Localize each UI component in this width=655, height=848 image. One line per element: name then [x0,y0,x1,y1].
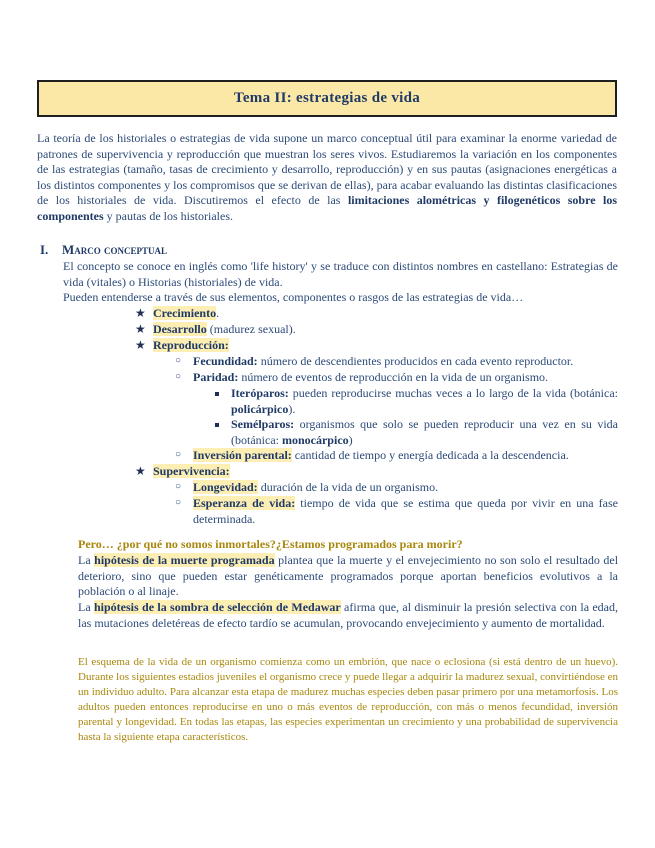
item-desarrollo [153,322,296,338]
intro-text-end: y pautas de los historiales. [103,208,233,223]
label-reproduccion: Reproducción: [153,338,229,352]
label-longevidad: Longevidad: [193,480,258,494]
circle-bullet-icon: ○ [175,497,182,508]
intro-text: La teoría de los historiales o estrategias de vida supone un marco conceptual útil para examinar la enorme variedad de patrones de supervivencia y reproducción que muestran los seres vivos. Estudiaremos la variación en los componentes de las estrategias (tamaño, tasas de crecimiento y desarrollo, reproducción) y en sus pautas (asignaciones energéticas a los distintos componentes y los compromisos que se derivan de ellas), para acabar evaluando las distintas clasificaciones de los historiales de vida. Discutiremos el efecto de las [37,131,617,208]
item-crecimiento [153,306,219,322]
item-semelparos [231,417,618,448]
label-policarpico: policárpico [231,401,289,416]
title-box [37,80,617,117]
page-title: Tema II: estrategias de vida [233,90,421,106]
elements-paragraph: Pueden entenderse a través de sus elementos, componentes o rasgos de las estrategias de vida… [63,290,524,304]
circle-bullet-icon: ○ [175,481,182,492]
p1-text: plantea que la muerte y el envejecimiento no son solo el resultado del deterioro, sino que pueden estar genéticamente programados porque aportan beneficios evolutivos a la población o al linaje. [78,553,619,599]
square-bullet-icon [215,423,219,427]
iteroparos-close: ). [288,401,296,416]
label-inversion: Inversión parental: [193,448,292,462]
p1-start: La [78,553,95,567]
desarrollo-text: (madurez sexual). [206,322,296,336]
item-fecundidad [193,354,618,370]
label-desarrollo: Desarrollo [153,322,207,336]
question-title: Pero… ¿por qué no somos inmortales?¿Estamos programados para morir? [78,537,463,551]
p2-bold: hipótesis de la sombra de selección de Medawar [94,600,341,614]
label-semelparos: Semélparos: [231,417,295,431]
label-paridad: Paridad: [193,370,239,384]
star-bullet-icon: ★ [135,464,146,478]
circle-bullet-icon: ○ [175,449,182,460]
item-esperanza [193,496,618,527]
star-bullet-icon: ★ [135,338,146,352]
iteroparos-text: pueden reproducirse muchas veces a lo largo de la vida (botánica: [288,386,618,400]
label-monocarpico: monocárpico [281,432,349,447]
p2-start: La [78,600,94,614]
inversion-text: cantidad de tiempo y energía dedicada a la descendencia. [291,448,569,462]
semelparos-text: organismos que solo se pueden reproducir una vez en su vida (botánica: [231,417,618,447]
label-esperanza: Esperanza de vida: [193,496,296,510]
section-heading [40,242,167,258]
hypothesis-programmed-death [78,553,618,600]
semelparos-close: ) [348,432,353,447]
fecundidad-text: número de descendientes producidos en cada evento reproductor. [257,354,574,368]
label-iteroparos: Iteróparos: [231,386,289,400]
item-iteroparos [231,386,618,417]
circle-bullet-icon: ○ [175,371,182,382]
p2-text: afirma que, al disminuir la presión selectiva con la edad, las mutaciones deletéreas de efecto tardío se acumulan, provocando envejecimiento y aumento de mortalidad. [78,600,619,630]
section-number: I. [40,242,49,257]
item-supervivencia [153,464,230,480]
p1-bold: hipótesis de la muerte programada [94,553,275,567]
longevidad-text: duración de la vida de un organismo. [257,480,439,494]
star-bullet-icon: ★ [135,322,146,336]
concept-paragraph: El concepto se conoce en inglés como 'life history' y se traduce con distintos nombres en castellano: Estrategias de vida (vitales) o Historias (historiales) de vida. [63,259,618,289]
intro-bold: limitaciones alométricas y filogenéticos sobre los componentes [37,193,618,223]
square-bullet-icon [215,392,219,396]
paridad-text: número de eventos de reproducción en la vida de un organismo. [238,370,549,384]
section-title: Marco conceptual [62,242,168,257]
item-reproduccion [153,338,229,354]
circle-bullet-icon: ○ [175,355,182,366]
item-paridad [193,370,618,386]
item-longevidad [193,480,618,496]
item-inversion [193,448,618,464]
crecimiento-end: . [216,306,220,320]
star-bullet-icon: ★ [135,306,146,320]
label-fecundidad: Fecundidad: [193,354,258,368]
esperanza-text: tiempo de vida que se estima que queda por vivir en una fase determinada. [193,496,618,526]
label-supervivencia: Supervivencia: [153,464,230,478]
intro-paragraph [37,131,617,225]
closing-paragraph: El esquema de la vida de un organismo comienza como un embrión, que nace o eclosiona (si está dentro de un huevo). Durante los siguientes estadios juveniles el organismo crece y puede llegar a adquirir la madurez sexual, convirtiéndose en un individuo adulto. Para alcanzar esta etapa de madurez muchas especies deben pasar primero por una metamorfosis. Los adultos pueden entonces reproducirse en uno o más eventos de reproducción, con más o menos fecundidad, inversión parental y longevidad. En todas las etapas, las especies experimentan un crecimiento y una probabilidad de supervivencia hasta la siguiente etapa característicos. [78,656,618,743]
label-crecimiento: Crecimiento [153,306,217,320]
hypothesis-medawar [78,600,618,631]
